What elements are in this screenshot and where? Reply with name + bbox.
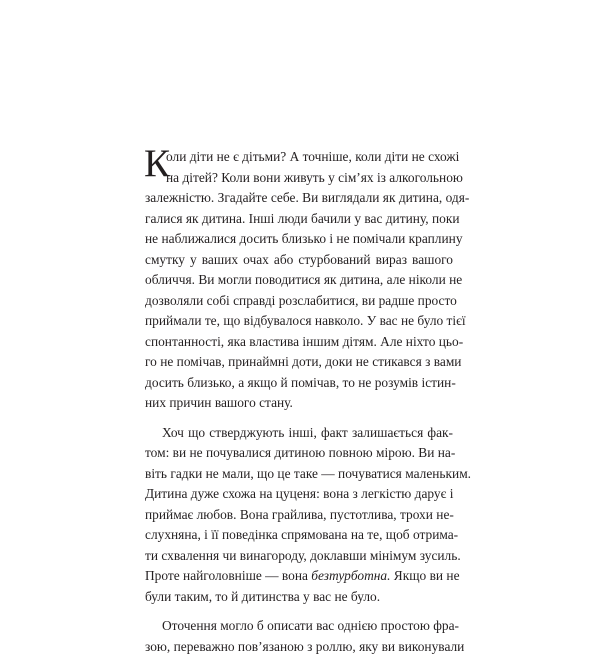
line-text: Проте найголовніше — вона: [145, 568, 311, 583]
text-line: том: ви не почувалися дитиною повною мірою. Ви на-: [145, 443, 453, 464]
drop-cap: К: [144, 144, 170, 183]
text-line: досить близько, а якщо й помічав, то не розумів істин-: [145, 373, 453, 394]
text-line: галися як дитина. Інші люди бачили у вас дитину, поки: [145, 209, 453, 230]
text-line: ти схвалення чи винагороду, доклавши мінімум зусиль.: [145, 546, 453, 567]
emphasis-text: безтурботна.: [311, 568, 390, 583]
text-line: віть гадки не мали, що це таке — почуватися маленьким.: [145, 464, 453, 485]
text-line: приймали те, що відбувалося навколо. У вас не було тієї: [145, 311, 453, 332]
text-line: на дітей? Коли вони живуть у сім’ях із алкогольною: [145, 168, 453, 189]
text-line: приймає любов. Вона грайлива, пустотлива, трохи не-: [145, 505, 453, 526]
text-line: Дитина дуже схожа на цуценя: вона з легкістю дарує і: [145, 484, 453, 505]
line-text: оли діти не є дітьми? А точніше, коли діти не схожі: [166, 149, 459, 164]
body-text: [145, 147, 453, 657]
text-line: Оточення могло б описати вас однією простою фра-: [145, 616, 453, 637]
text-line: спонтанності, яка властива іншим дітям. Але ніхто цьо-: [145, 332, 453, 353]
text-line: не наближалися досить близько і не помічали краплину: [145, 229, 453, 250]
text-line: дозволяли собі справді розслабитися, ви радше просто: [145, 291, 453, 312]
text-line: залежністю. Згадайте себе. Ви виглядали як дитина, одя-: [145, 188, 453, 209]
text-line: го не помічав, принаймні доти, доки не стикався з вами: [145, 352, 453, 373]
text-line: [145, 566, 453, 587]
text-line: [145, 147, 453, 168]
text-line: обличчя. Ви могли поводитися як дитина, але ніколи не: [145, 270, 453, 291]
text-line: були таким, то й дитинства у вас не було.: [145, 587, 453, 608]
text-line: них причин вашого стану.: [145, 393, 453, 414]
text-line: смутку у ваших очах або стурбований вираз вашого: [145, 250, 453, 271]
text-line: слухняна, і її поведінка спрямована на те, щоб отрима-: [145, 525, 453, 546]
line-text: Якщо ви не: [390, 568, 459, 583]
text-line: зою, переважно пов’язаною з роллю, яку ви виконували: [145, 637, 453, 657]
text-line: Хоч що стверджують інші, факт залишається фак-: [145, 423, 453, 444]
